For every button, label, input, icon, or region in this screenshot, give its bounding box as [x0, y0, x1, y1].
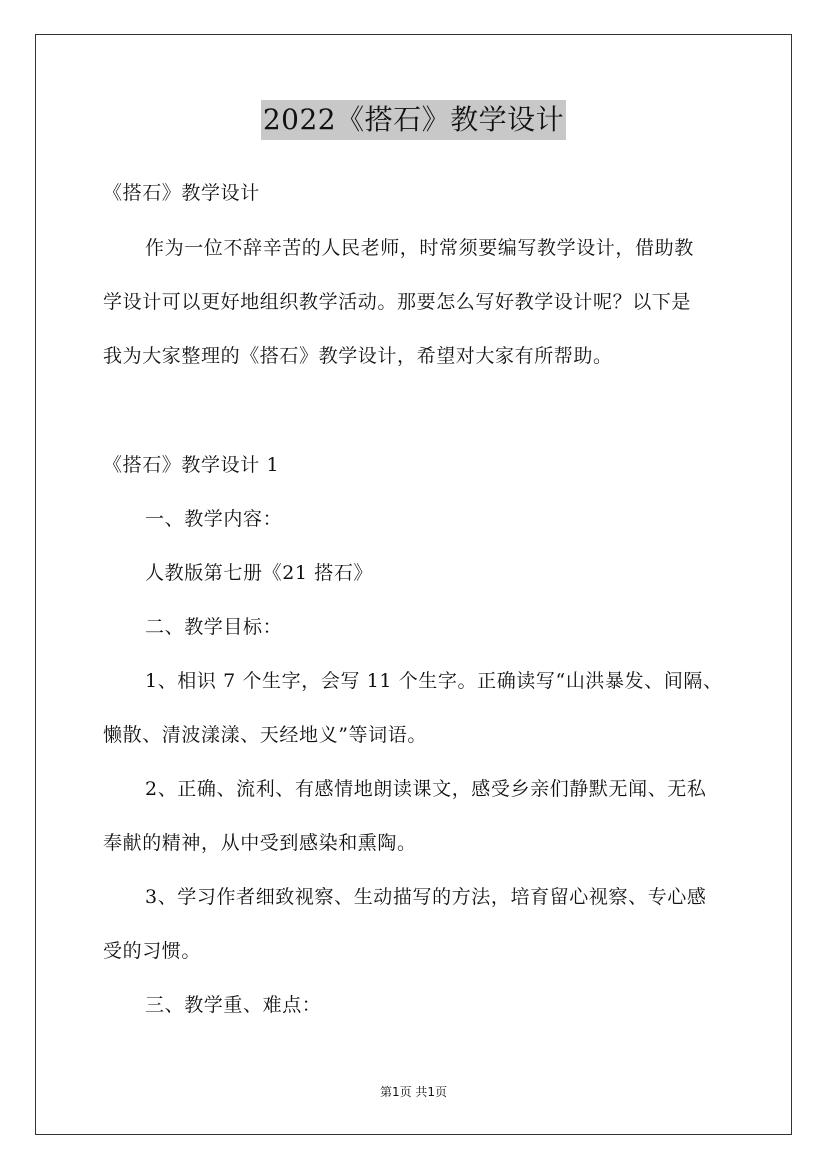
goal-3-line-2: 受的习惯。: [103, 940, 202, 962]
document-title-wrap: [0, 100, 827, 140]
goal-3-line-1: 3、学习作者细致视察、生动描写的方法，培育留心视察、专心感: [145, 886, 707, 908]
intro-line-3: 我为大家整理的《搭石》教学设计，希望对大家有所帮助。: [103, 345, 613, 367]
goal-2-line-1: 2、正确、流利、有感情地朗读课文，感受乡亲们静默无闻、无私: [145, 778, 707, 800]
heading-teaching-goals: 二、教学目标：: [145, 616, 283, 638]
intro-line-1: 作为一位不辞辛苦的人民老师，时常须要编写教学设计，借助教: [145, 237, 694, 259]
heading-teaching-content: 一、教学内容：: [145, 508, 283, 530]
heading-key-points: 三、教学重、难点：: [145, 994, 322, 1016]
goal-1-line-1: 1、相识 7 个生字，会写 11 个生字。正确读写“山洪暴发、间隔、: [145, 670, 723, 692]
textbook-line: 人教版第七册《21 搭石》: [145, 562, 374, 584]
page-footer: 第1页 共1页: [379, 1085, 448, 1099]
intro-line-2: 学设计可以更好地组织教学活动。那要怎么写好教学设计呢？以下是: [103, 291, 692, 313]
goal-2-line-2: 奉献的精神，从中受到感染和熏陶。: [103, 832, 417, 854]
goal-1-line-2: 懒散、清波漾漾、天经地义”等词语。: [103, 724, 427, 746]
document-title: 2022《搭石》教学设计: [261, 100, 566, 140]
section-heading-1: 《搭石》教学设计 1: [103, 454, 280, 476]
subtitle-line: 《搭石》教学设计: [103, 182, 260, 204]
